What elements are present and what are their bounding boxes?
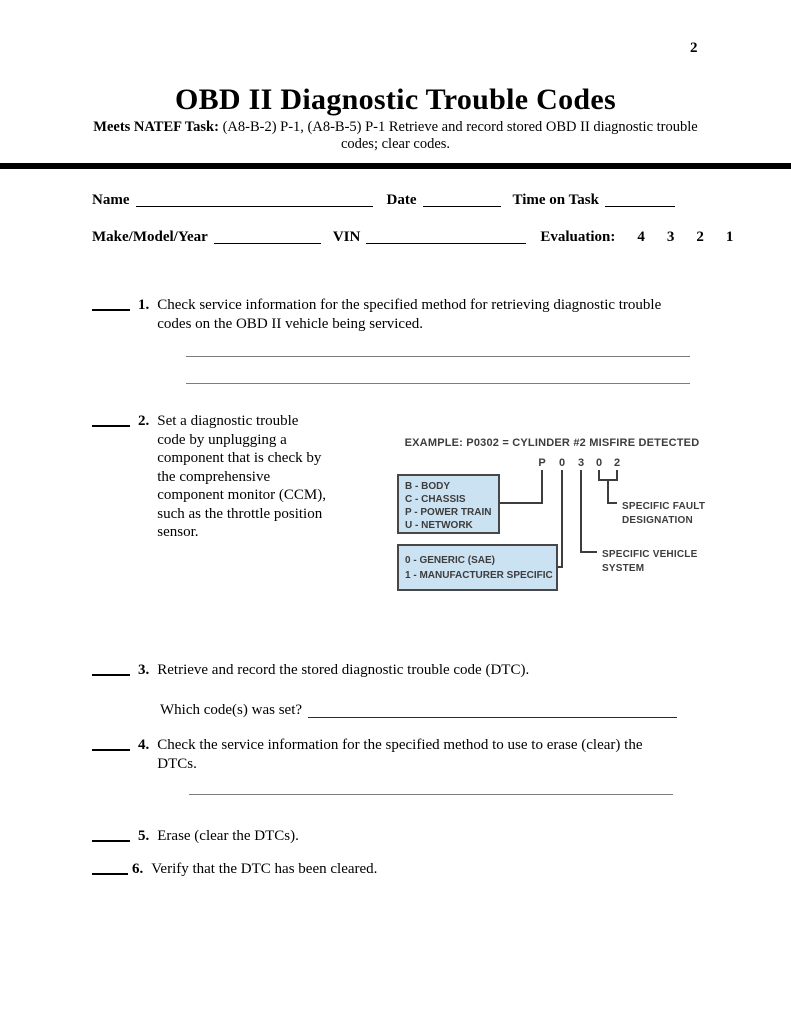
task-6-text: Verify that the DTC has been cleared.: [151, 861, 378, 877]
task-2-text: Set a diagnostic trouble code by unplugging a component that is check by the comprehensive component monitor (CCM), such as the throttle position sensor.: [157, 413, 326, 540]
info-row-1: [92, 192, 675, 209]
code-char-0b: 0: [595, 457, 603, 469]
connector-fault-designation: [608, 480, 617, 503]
system-box-line-4: U - NETWORK: [405, 520, 473, 531]
task-item-5: [92, 827, 681, 846]
header-divider-rule: [0, 163, 791, 169]
date-label: Date: [386, 192, 417, 208]
task-6-checkoff-blank: [92, 860, 128, 875]
specific-vehicle-label-line-1: SPECIFIC VEHICLE: [602, 549, 698, 560]
task-6-number: 6.: [132, 861, 144, 877]
system-box-line-3: P - POWER TRAIN: [405, 507, 492, 518]
diagram-example-title: EXAMPLE: P0302 = CYLINDER #2 MISFIRE DETECTED: [404, 437, 700, 449]
task-2-number: 2.: [138, 413, 150, 429]
info-row-2: [92, 229, 733, 246]
code-char-0a: 0: [558, 457, 566, 469]
task-item-4: [92, 736, 681, 773]
task-3-followup: [160, 701, 677, 720]
task-1-answer-line-1: [186, 356, 690, 357]
task-4-checkoff-blank: [92, 736, 130, 751]
task-1-text: Check service information for the specified method for retrieving diagnostic trouble codes on the OBD II vehicle being serviced.: [157, 297, 662, 332]
vin-label: VIN: [332, 229, 361, 245]
which-codes-answer-line: [308, 701, 677, 718]
code-char-2: 2: [613, 457, 621, 469]
task-2-checkoff-blank: [92, 412, 130, 427]
task-1-number: 1.: [138, 297, 150, 313]
name-field-line: [136, 192, 373, 207]
task-5-checkoff-blank: [92, 827, 130, 842]
evaluation-value-4: 4: [637, 229, 645, 245]
make-model-year-label: Make/Model/Year: [92, 229, 208, 245]
name-label: Name: [92, 192, 130, 208]
type-box-line-1: 0 - GENERIC (SAE): [405, 555, 496, 566]
system-box-line-2: C - CHASSIS: [405, 494, 466, 505]
make-model-year-field-line: [214, 229, 321, 244]
which-codes-question: Which code(s) was set?: [160, 702, 303, 718]
task-3-checkoff-blank: [92, 661, 130, 676]
task-4-answer-line: [189, 794, 673, 795]
task-item-6: [92, 860, 675, 879]
connector-vehicle-system-digit: [581, 470, 597, 552]
evaluation-label: Evaluation:: [540, 229, 616, 245]
time-on-task-field-line: [605, 192, 675, 207]
task-item-2: [92, 412, 329, 542]
code-char-3: 3: [577, 457, 585, 469]
page-number: 2: [690, 40, 698, 56]
task-5-number: 5.: [138, 828, 150, 844]
bracket-fault-digits: [599, 470, 617, 480]
vin-field-line: [366, 229, 526, 244]
specific-fault-label-line-2: DESIGNATION: [622, 515, 693, 526]
connector-system-letter: [499, 470, 542, 503]
task-4-number: 4.: [138, 737, 150, 753]
evaluation-value-3: 3: [666, 229, 675, 245]
task-1-checkoff-blank: [92, 296, 130, 311]
type-box-line-2: 1 - MANUFACTURER SPECIFIC: [405, 570, 553, 581]
task-5-text: Erase (clear the DTCs).: [157, 828, 299, 844]
page-title: OBD II Diagnostic Trouble Codes: [174, 83, 617, 116]
date-field-line: [423, 192, 501, 207]
natef-task-text: (A8-B-2) P-1, (A8-B-5) P-1 Retrieve and record stored OBD II diagnostic trouble codes; clear codes.: [218, 119, 698, 152]
dtc-code-diagram: [390, 430, 710, 600]
task-item-1: [92, 296, 681, 333]
task-1-answer-line-2: [186, 383, 690, 384]
system-box-line-1: B - BODY: [405, 481, 450, 492]
time-on-task-label: Time on Task: [512, 192, 599, 208]
code-type-box: [398, 545, 557, 590]
task-4-text: Check the service information for the specified method to use to erase (clear) the DTCs.: [157, 737, 643, 772]
evaluation-value-2: 2: [696, 229, 704, 245]
task-3-text: Retrieve and record the stored diagnostic trouble code (DTC).: [157, 662, 530, 678]
natef-task-subtitle: [90, 119, 701, 153]
specific-vehicle-label-line-2: SYSTEM: [602, 563, 645, 574]
code-char-p: P: [538, 457, 546, 469]
specific-fault-label-line-1: SPECIFIC FAULT: [622, 501, 706, 512]
natef-task-label: Meets NATEF Task:: [93, 119, 219, 135]
evaluation-value-1: 1: [725, 229, 734, 245]
task-item-3: [92, 661, 681, 680]
task-3-number: 3.: [138, 662, 150, 678]
